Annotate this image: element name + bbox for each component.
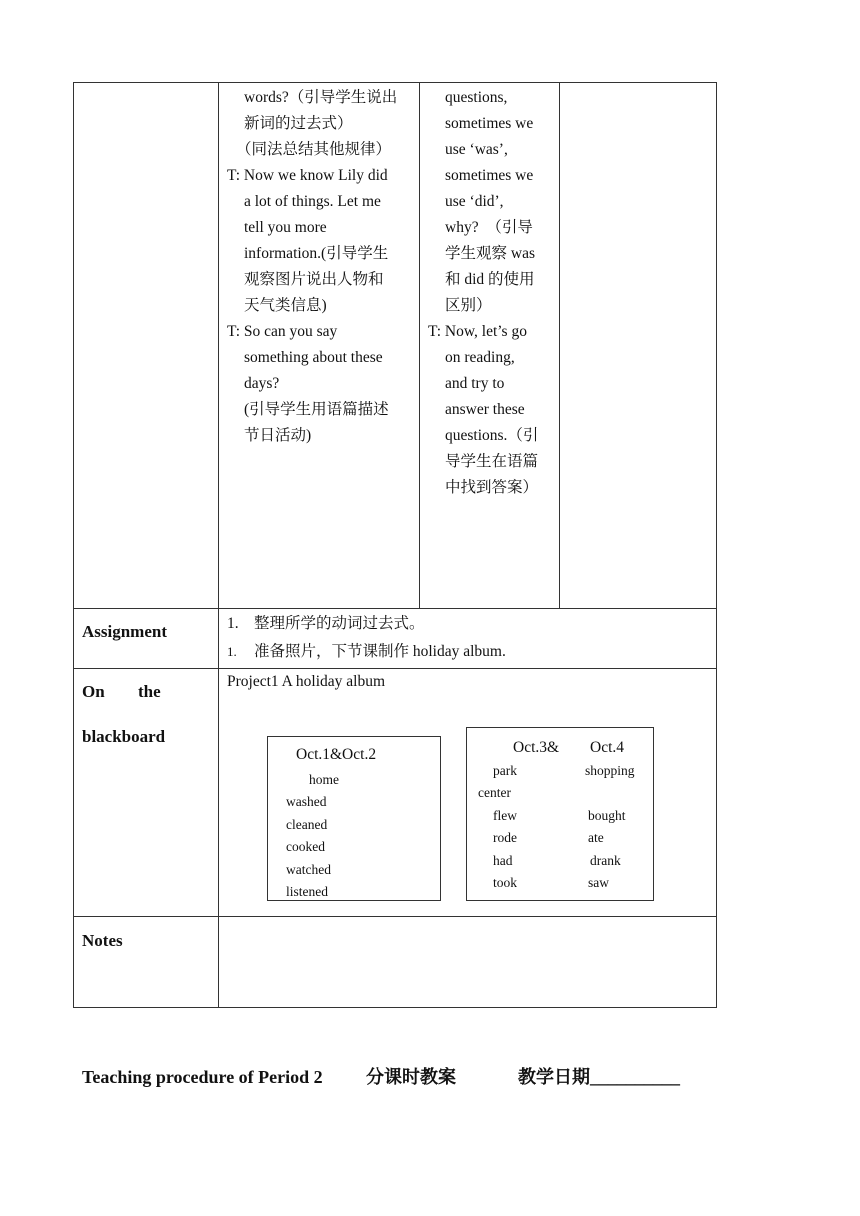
assignment-item-2-number: 1. xyxy=(227,644,237,659)
col-divider-1 xyxy=(218,82,219,1008)
text-line: 节日活动) xyxy=(244,427,312,444)
box2-heading-a: Oct.3& xyxy=(513,739,560,756)
box1-word: home xyxy=(309,772,339,787)
text-line: T: So can you say xyxy=(227,323,338,340)
box1-word: cleaned xyxy=(286,817,328,832)
table-top-border xyxy=(73,82,717,83)
text-line: questions.（引 xyxy=(445,427,539,444)
text-line: and try to xyxy=(445,375,505,392)
notes-label: Notes xyxy=(82,931,123,950)
box2-word: had xyxy=(493,853,513,868)
text-line: why? （引导 xyxy=(445,219,533,236)
blackboard-label: blackboard xyxy=(82,727,166,746)
blackboard-label-on: On xyxy=(82,682,105,701)
text-line: T: Now, let’s go xyxy=(428,323,527,340)
text-line: 学生观察 was xyxy=(445,245,535,262)
box1-heading: Oct.1&Oct.2 xyxy=(296,746,377,763)
box2-word: ate xyxy=(588,830,604,845)
text-line: use ‘was’, xyxy=(445,141,508,158)
assignment-item-1-number: 1. xyxy=(227,615,239,632)
table-right-border xyxy=(716,82,717,1008)
text-line: use ‘did’, xyxy=(445,193,504,210)
box2-word: flew xyxy=(493,808,517,823)
box1-word: washed xyxy=(286,794,327,809)
blackboard-box-oct1-oct2 xyxy=(267,736,441,901)
text-line: sometimes we xyxy=(445,167,534,184)
table-left-border xyxy=(73,82,74,1008)
blackboard-box-oct3-oct4 xyxy=(466,727,654,901)
box2-word: took xyxy=(493,875,518,890)
box2-heading-b: Oct.4 xyxy=(590,739,625,756)
text-line: words?（引导学生说出 xyxy=(244,89,398,106)
assignment-item-1: 整理所学的动词过去式。 xyxy=(254,615,425,632)
text-line: 区别） xyxy=(445,297,492,314)
text-line: 天气类信息) xyxy=(244,297,327,314)
footer-date-label: 教学日期__________ xyxy=(518,1067,680,1087)
row-divider-notes xyxy=(73,916,717,917)
text-line: 导学生在语篇 xyxy=(445,453,539,470)
box2-word: center xyxy=(478,785,511,800)
box2-word: park xyxy=(493,763,517,778)
table-bottom-border xyxy=(73,1007,717,1008)
box2-word: rode xyxy=(493,830,517,845)
text-line: something about these xyxy=(244,349,383,366)
text-line: a lot of things. Let me xyxy=(244,193,381,210)
box1-word: cooked xyxy=(286,839,325,854)
footer-title: Teaching procedure of Period 2 xyxy=(82,1067,323,1087)
text-line: （同法总结其他规律） xyxy=(236,141,392,158)
text-line: 新词的过去式） xyxy=(244,115,353,132)
col-divider-2 xyxy=(419,82,420,608)
assignment-label: Assignment xyxy=(82,622,168,641)
text-line: 中找到答案） xyxy=(445,479,539,496)
box1-word: listened xyxy=(286,884,328,899)
box2-word: saw xyxy=(588,875,609,890)
text-line: information.(引导学生 xyxy=(244,245,389,262)
box2-word: drank xyxy=(590,853,621,868)
text-line: answer these xyxy=(445,401,525,418)
text-line: 观察图片说出人物和 xyxy=(244,271,384,288)
footer-cn-title: 分课时教案 xyxy=(366,1067,456,1087)
box2-word: shopping xyxy=(585,763,635,778)
col-divider-3 xyxy=(559,82,560,608)
text-line: questions, xyxy=(445,89,508,106)
row-divider-assignment xyxy=(73,608,717,609)
text-line: sometimes we xyxy=(445,115,534,132)
assignment-item-2: 准备照片，下节课制作 holiday album. xyxy=(254,643,506,660)
text-line: days? xyxy=(244,375,280,392)
box1-word: watched xyxy=(286,862,331,877)
text-line: T: Now we know Lily did xyxy=(227,167,388,184)
blackboard-label-the: the xyxy=(138,682,161,701)
box2-word: bought xyxy=(588,808,626,823)
row-divider-blackboard xyxy=(73,668,717,669)
text-line: (引导学生用语篇描述 xyxy=(244,401,389,418)
text-line: tell you more xyxy=(244,219,327,236)
text-line: 和 did 的使用 xyxy=(445,271,535,288)
blackboard-title: Project1 A holiday album xyxy=(227,673,385,690)
text-line: on reading, xyxy=(445,349,515,366)
